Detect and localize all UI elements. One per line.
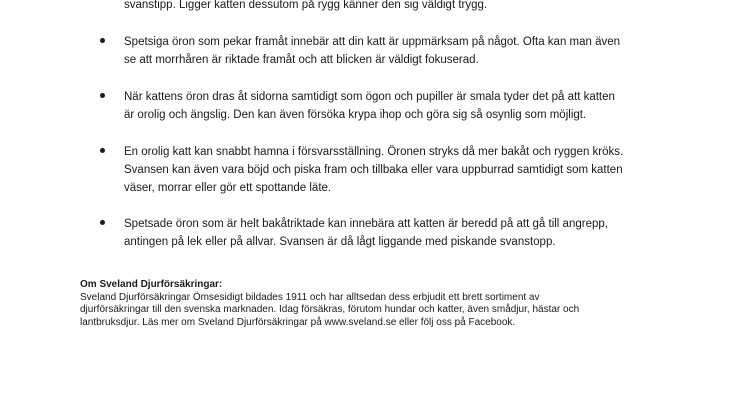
about-text-line: djurförsäkringar till den svenska marknaden. Idag försäkras, förutom hundar och katter, även smådjur, hästar och (80, 304, 580, 315)
about-text-line: Sveland Djurförsäkringar Ömsesidigt bildades 1911 och har alltsedan dess erbjudit ett brett sortiment av (80, 291, 540, 303)
text-line: antingen på lek eller på allvar. Svansen är då lågt liggande med piskande svanstopp. (124, 236, 556, 248)
bullet-dot-icon (100, 93, 105, 98)
about-text-line: lantbruksdjur. Läs mer om Sveland Djurförsäkringar på www.sveland.se eller följ oss på Facebook. (80, 316, 516, 328)
text-line: Spetsiga öron som pekar framåt innebär att din katt är uppmärksam på något. Ofta kan man även (124, 36, 621, 48)
text-line: När kattens öron dras åt sidorna samtidigt som ögon och pupiller är smala tyder det på att katten (124, 91, 615, 103)
bullet-text (124, 0, 690, 14)
text-line: En orolig katt kan snabbt hamna i försvarsställning. Öronen stryks då mer bakåt och ryggen kröks. (124, 146, 624, 158)
about-section (80, 279, 700, 329)
bullet-text (124, 215, 690, 251)
about-title: Om Sveland Djurförsäkringar: (80, 279, 223, 290)
text-line: svanstipp. Ligger katten dessutom på rygg känner den sig väldigt trygg. (124, 0, 488, 11)
bullet-text (124, 33, 690, 69)
bullet-dot-icon (100, 38, 105, 43)
bullet-text (124, 143, 690, 197)
text-line: väser, morrar eller gör ett spottande läte. (124, 182, 332, 194)
bullet-dot-icon (100, 220, 105, 225)
text-line: Svansen kan även vara böjd och piska fram och tillbaka eller vara uppburrad samtidigt som katten (124, 164, 623, 176)
text-line: Spetsade öron som är helt bakåtriktade kan innebära att katten är beredd på att gå till angrepp, (124, 218, 608, 230)
text-line: är orolig och ängslig. Den kan även försöka krypa ihop och göra sig så osynlig som möjligt. (124, 109, 587, 121)
bullet-dot-icon (100, 148, 105, 153)
bullet-text (124, 88, 690, 124)
text-line: se att morrhåren är riktade framåt och att blicken är väldigt fokuserad. (124, 54, 479, 66)
